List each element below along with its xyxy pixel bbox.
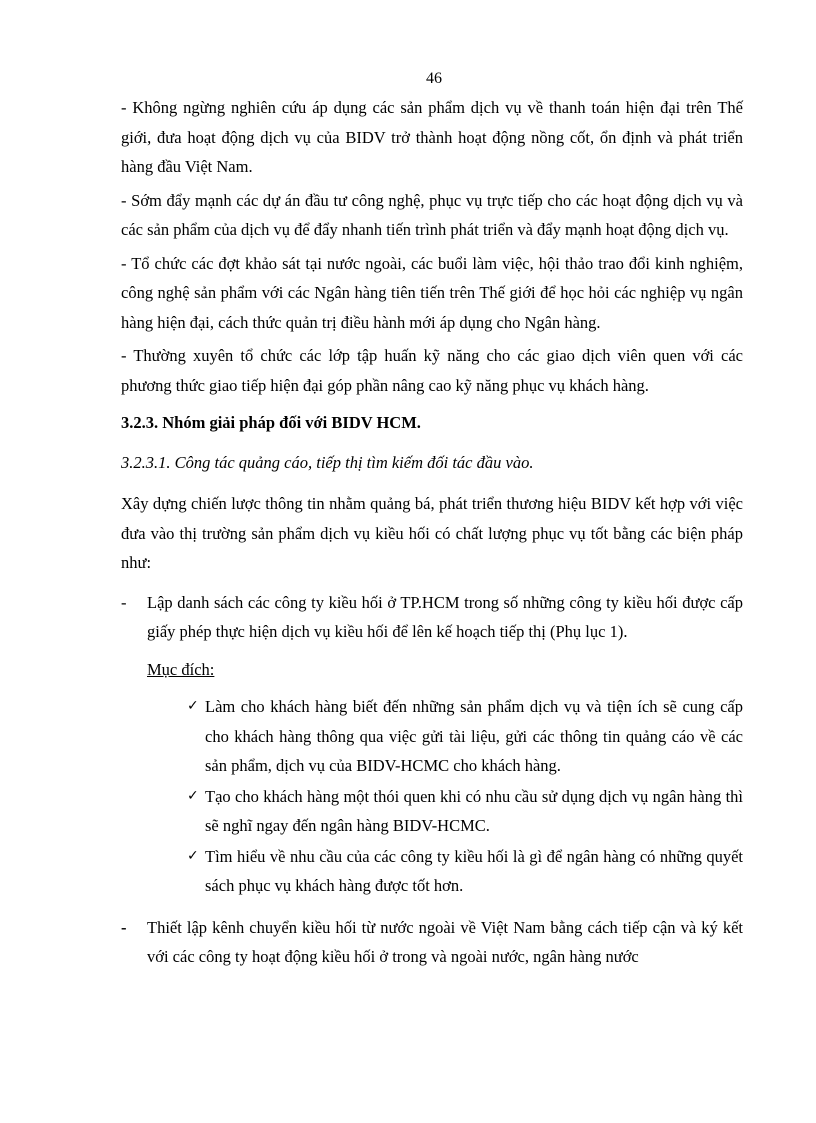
purpose-label: Mục đích:: [147, 659, 215, 679]
intro-paragraph: Xây dựng chiến lược thông tin nhằm quảng bá, phát triển thương hiệu BIDV kết hợp với việc đưa vào thị trường sản phẩm dịch vụ kiều hối có chất lượng phục vụ tốt bằng các biện pháp như:: [121, 494, 743, 572]
purpose-check-list: [121, 692, 743, 901]
subsection-heading: 3.2.3.1. Công tác quảng cáo, tiếp thị tìm kiếm đối tác đầu vào.: [121, 452, 534, 472]
paragraph-training: - Thường xuyên tổ chức các lớp tập huấn kỹ năng cho các giao dịch viên quen với các phương thức giao tiếp hiện đại góp phần nâng cao kỹ năng phục vụ khách hàng.: [121, 346, 743, 395]
check-item: [121, 782, 743, 841]
dash-bullet: -: [121, 592, 127, 612]
check-item-text: Tạo cho khách hàng một thói quen khi có nhu cầu sử dụng dịch vụ ngân hàng thì sẽ nghĩ ngay đến ngân hàng BIDV-HCMC.: [205, 786, 743, 835]
dash-bullet: -: [121, 917, 127, 937]
check-item: [121, 692, 743, 781]
list-item-text: Lập danh sách các công ty kiều hối ở TP.HCM trong số những công ty kiều hối được cấp giấy phép thực hiện dịch vụ kiều hối để lên kế hoạch tiếp thị (Phụ lục 1).: [147, 592, 743, 641]
list-item-company-list: [121, 588, 743, 647]
paragraph-research: - Không ngừng nghiên cứu áp dụng các sản phẩm dịch vụ về thanh toán hiện đại trên Thế giới, đưa hoạt động dịch vụ của BIDV trở thành hoạt động nồng cốt, ổn định và phát triển hàng đầu Việt Nam.: [121, 98, 743, 176]
list-item-text: Thiết lập kênh chuyển kiều hối từ nước ngoài về Việt Nam bằng cách tiếp cận và ký kết với các công ty hoạt động kiều hối ở trong và ngoài nước, ngân hàng nước: [147, 917, 743, 966]
check-item: [121, 842, 743, 901]
paragraph-survey: - Tổ chức các đợt khảo sát tại nước ngoài, các buổi làm việc, hội thảo trao đổi kinh nghiệm, công nghệ sản phẩm với các Ngân hàng tiên tiến trên Thế giới để học hỏi các nghiệp vụ ngân hàng hiện đại, cách thức quản trị điều hành mới áp dụng cho Ngân hàng.: [121, 253, 743, 332]
checkmark-icon: ✓: [187, 847, 199, 864]
list-item-remittance-channel: [121, 913, 743, 972]
page-content: [121, 93, 743, 980]
checkmark-icon: ✓: [187, 787, 199, 804]
checkmark-icon: ✓: [187, 698, 199, 714]
check-item-text: Làm cho khách hàng biết đến những sản phẩm dịch vụ và tiện ích sẽ cung cấp cho khách hàng thông qua việc gửi tài liệu, gửi các thông tin quảng cáo về các sản phẩm, dịch vụ của BIDV-HCMC cho khách hàng.: [205, 697, 743, 775]
page-number: 46: [426, 70, 442, 87]
paragraph-technology: - Sớm đẩy mạnh các dự án đầu tư công nghệ, phục vụ trực tiếp cho các hoạt động dịch vụ và các sản phẩm của dịch vụ để đẩy nhanh tiến trình phát triển và đẩy mạnh hoạt động dịch vụ.: [121, 190, 743, 239]
section-heading: 3.2.3. Nhóm giải pháp đối với BIDV HCM.: [121, 413, 421, 432]
check-item-text: Tìm hiểu về nhu cầu của các công ty kiều hối là gì để ngân hàng có những quyết sách phục vụ khách hàng được tốt hơn.: [205, 846, 743, 895]
